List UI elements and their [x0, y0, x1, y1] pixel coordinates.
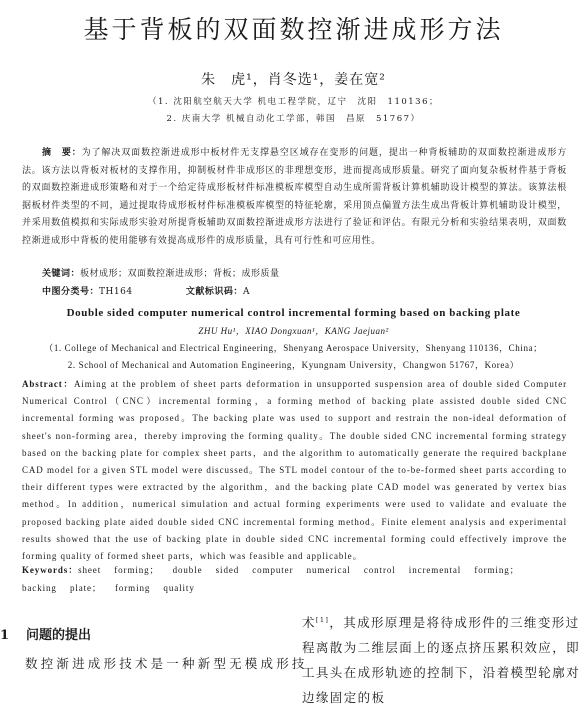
doc-code-label: 文献标识码： [185, 287, 243, 297]
right-column-body: ，其成形原理是将待成形件的三维变形过程离散为二维层面上的逐点挤压累积效应，即工具头在成形轨迹的控制下，沿着模型轮廓对边缘固定的板 [302, 615, 581, 706]
english-abstract-text: Aiming at the problem of sheet parts deformation in unsupported suspension area of double sided Computer Numerical Control（CNC）incremental forming，a forming method of backing plate assisted double sided CNC incremental forming was proposed。The backing plate was used to support and restrain the non-ideal deformation of sheet's non-forming area，thereby improving the forming quality。The double sided CNC incremental forming strategy based on the backing plate for complex sheet parts，and the algorithm to automatically generate the required backplane CAD model for a given STL model were discussed。The STL model contour of the to-be-formed sheet parts according to their different types were extracted by the algorithm，and the backing plate CAD model was generated by vertex bias method。In addition，numerical simulation and actual forming experiments were used to validate and evaluate the proposed backing plate aided double sided CNC incremental forming method。Finite element analysis and experimental results showed that the use of backing plate in double sided CNC incremental forming could effectively improve the forming quality of formed sheet parts，which was feasible and applicable。 [22, 379, 567, 562]
affiliation-line-2: 2. 庆南大学 机械自动化工学部，韩国 昌原 51767） [166, 114, 421, 124]
authors: 朱 虎¹，肖冬选¹，姜在宽² [201, 72, 386, 88]
section-heading [0, 624, 91, 643]
right-column-text: 术[1]，其成形原理是将待成形件的三维变形过程离散为二维层面上的逐点挤压累积效应，即工具头在成形轨迹的控制下，沿着模型轮廓对边缘固定的板 [302, 615, 581, 706]
english-affiliation-1: （1. College of Mechanical and Electrical Engineering，Shenyang Aerospace University，Shenyang 110136，China； [44, 343, 543, 353]
keywords-cn-text: 板材成形；双面数控渐进成形；背板；成形质量 [80, 269, 280, 279]
paper-title: 基于背板的双面数控渐进成形方法 [83, 15, 504, 44]
clc-value: TH164 [99, 287, 133, 297]
section-title: 问题的提出 [26, 628, 92, 643]
abstract-cn [22, 145, 567, 250]
english-abstract-label: Abstract： [22, 379, 74, 389]
english-keywords [22, 562, 567, 597]
english-authors: ZHU Hu¹，XIAO Dongxuan¹，KANG Jaejuan² [198, 326, 389, 336]
keywords-cn [42, 266, 280, 279]
english-abstract [22, 376, 567, 565]
section-number: 1 [0, 628, 10, 643]
clc-label: 中图分类号： [42, 287, 100, 297]
abstract-cn-label: 摘 要： [42, 148, 82, 158]
left-column-text: 数控渐进成形技术是一种新型无模成形技 [25, 656, 308, 671]
citation-ref: [1] [315, 616, 330, 624]
abstract-cn-text: 为了解决双面数控渐进成形中板材件无支撑悬空区域存在变形的问题，提出一种背板辅助的双面数控渐进成形方法。该方法以背板对板材的支撑作用，抑制板材件非成形区的非理想变形，进而提高成形质量。研究了面向复杂板材件基于背板的双面数控渐进成形策略和对于一个给定待成形板材件标准模板库模型自动生成所需背板计算机辅助设计模型的算法。该算法根据板材件类型的不同，通过提取待成形板材件标准模板库模型的特征轮廓，采用顶点偏置方法生成出背板计算机辅助设计模型，并采用数值模拟和实际成形实验对所提背板辅助双面数控渐进成形方法进行了验证和评估。有限元分析和实验结果表明，双面数控渐进成形中背板的使用能够有效提高成形件的成形质量，具有可行性和可应用性。 [22, 148, 567, 246]
english-keywords-label: Keywords： [22, 565, 79, 575]
english-affiliation-2: 2. School of Mechanical and Automation Engineering，Kyungnam University，Changwon 51767，Korea） [67, 360, 520, 370]
english-keywords-text: sheet forming； double sided computer numerical control incremental forming； backing plate； forming quality [22, 565, 520, 593]
keywords-cn-label: 关键词： [42, 269, 81, 279]
english-title: Double sided computer numerical control incremental forming based on backing plate [66, 307, 521, 319]
classification-line [42, 284, 250, 297]
affiliation-line-1: （1. 沈阳航空航天大学 机电工程学院，辽宁 沈阳 110136； [148, 97, 439, 107]
doc-code-value: A [242, 287, 250, 297]
